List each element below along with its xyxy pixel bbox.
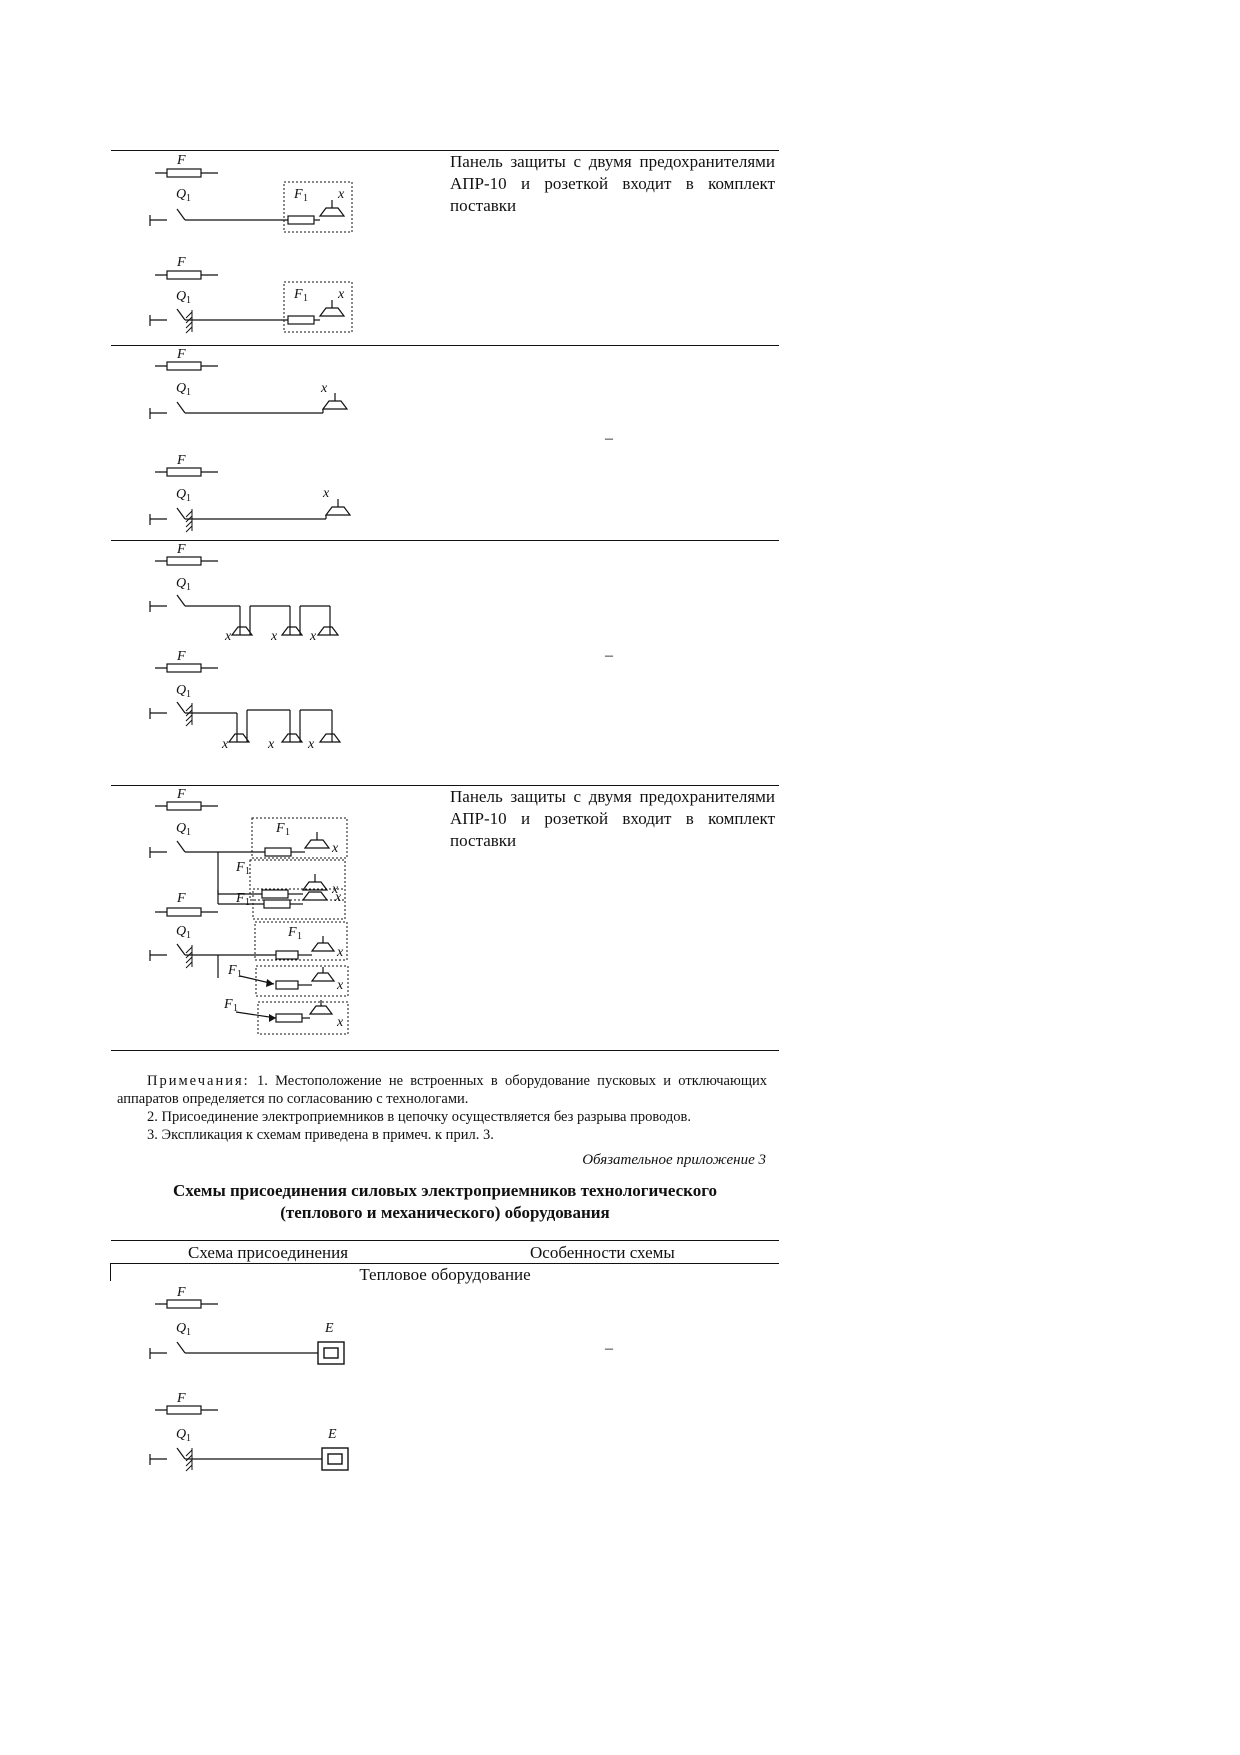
svg-text:F: F [177, 649, 186, 664]
svg-text:F: F [288, 925, 297, 940]
svg-text:Q: Q [176, 1321, 187, 1336]
svg-text:1: 1 [186, 827, 191, 838]
svg-text:x: x [338, 187, 345, 202]
svg-text:Q: Q [176, 487, 187, 502]
row5-feature-text: – [605, 1340, 613, 1357]
scheme-heat-a [140, 1284, 370, 1374]
svg-text:Q: Q [176, 576, 187, 591]
svg-text:1: 1 [186, 193, 191, 204]
svg-text:Q: Q [176, 683, 187, 698]
svg-text:1: 1 [237, 969, 242, 980]
svg-text:Q: Q [176, 289, 187, 304]
svg-text:Q: Q [176, 924, 187, 939]
svg-text:F: F [224, 997, 233, 1012]
svg-text:x: x [337, 1015, 344, 1030]
row1-feature-text: Панель защиты с двумя предохранителями АПР-10 и розеткой входит в комплект поставки [450, 152, 775, 215]
svg-text:x: x [323, 486, 330, 501]
svg-text:x: x [332, 882, 339, 897]
scheme-heat-b [140, 1390, 370, 1485]
svg-text:1: 1 [186, 582, 191, 593]
svg-text:F: F [294, 287, 303, 302]
note-3: 3. Экспликация к схемам приведена в примеч. к прил. 3. [147, 1127, 494, 1143]
note-2: 2. Присоединение электроприемников в цепочку осуществляется без разрыва проводов. [147, 1109, 692, 1125]
svg-text:F: F [177, 347, 186, 362]
scheme-row3-b [140, 648, 370, 753]
table-rule [111, 1050, 779, 1051]
table-rule [111, 1240, 779, 1241]
svg-text:1: 1 [186, 930, 191, 941]
svg-text:x: x [337, 978, 344, 993]
svg-text:1: 1 [186, 1327, 191, 1338]
scheme-row4-b [140, 918, 370, 1040]
svg-text:x: x [335, 890, 342, 905]
svg-text:1: 1 [285, 827, 290, 838]
scheme-row2-a [140, 346, 370, 426]
row3-feature-text: – [605, 647, 613, 664]
svg-text:E: E [325, 1321, 334, 1336]
svg-text:1: 1 [186, 295, 191, 306]
section-heat-equipment: Тепловое оборудование [359, 1265, 531, 1284]
svg-text:1: 1 [245, 897, 250, 908]
notes-block [117, 1072, 767, 1144]
svg-text:x: x [308, 737, 315, 752]
svg-text:x: x [338, 287, 345, 302]
svg-text:1: 1 [186, 1433, 191, 1444]
note-1: 1. Местоположение не встроенных в оборудование пусковых и отключающих аппаратов определяется по согласованию с технологами. [117, 1073, 767, 1107]
header-features: Особенности схемы [530, 1243, 675, 1262]
section-title-line2: (теплового и механического) оборудования [280, 1203, 610, 1222]
svg-text:1: 1 [297, 931, 302, 942]
svg-text:1: 1 [245, 866, 250, 877]
svg-text:1: 1 [186, 493, 191, 504]
svg-text:1: 1 [186, 387, 191, 398]
label-f: F [177, 153, 186, 168]
svg-text:F: F [236, 860, 245, 875]
svg-text:Q: Q [176, 1427, 187, 1442]
svg-text:Q: Q [176, 821, 187, 836]
svg-text:F: F [276, 821, 285, 836]
header-scheme: Схема присоединения [188, 1243, 349, 1262]
svg-text:Q: Q [176, 381, 187, 396]
svg-text:x: x [321, 381, 328, 396]
svg-text:x: x [310, 629, 317, 644]
svg-text:1: 1 [303, 193, 308, 204]
svg-text:1: 1 [303, 293, 308, 304]
svg-text:F: F [177, 891, 186, 906]
notes-prefix: Примечания: [147, 1073, 250, 1089]
section-title [111, 1180, 779, 1224]
svg-text:x: x [337, 945, 344, 960]
svg-text:F: F [177, 453, 186, 468]
svg-text:Q: Q [176, 187, 187, 202]
svg-text:F: F [177, 542, 186, 557]
svg-text:1: 1 [186, 689, 191, 700]
svg-text:F: F [177, 1391, 186, 1406]
svg-text:F: F [177, 255, 186, 270]
svg-text:F: F [177, 1285, 186, 1300]
appendix-label: Обязательное приложение 3 [582, 1152, 766, 1168]
section-title-line1: Схемы присоединения силовых электроприемников технологического [172, 1181, 718, 1200]
scheme-row2-b [140, 452, 370, 537]
row4-feature-text: Панель защиты с двумя предохранителями АПР-10 и розеткой входит в комплект поставки [450, 787, 775, 850]
svg-text:x: x [222, 737, 229, 752]
scheme-row1-b [140, 252, 370, 342]
svg-text:x: x [271, 629, 278, 644]
svg-text:E: E [328, 1427, 337, 1442]
svg-text:F: F [294, 187, 303, 202]
row2-feature-text: – [605, 430, 613, 447]
scheme-row3-a [140, 541, 370, 644]
svg-text:x: x [225, 629, 232, 644]
svg-text:F: F [236, 891, 245, 906]
svg-text:x: x [332, 841, 339, 856]
svg-text:F: F [177, 787, 186, 802]
scheme-row1-a [140, 150, 370, 245]
svg-text:F: F [228, 963, 237, 978]
table-rule [111, 1263, 779, 1264]
svg-text:1: 1 [233, 1003, 238, 1014]
svg-text:x: x [268, 737, 275, 752]
